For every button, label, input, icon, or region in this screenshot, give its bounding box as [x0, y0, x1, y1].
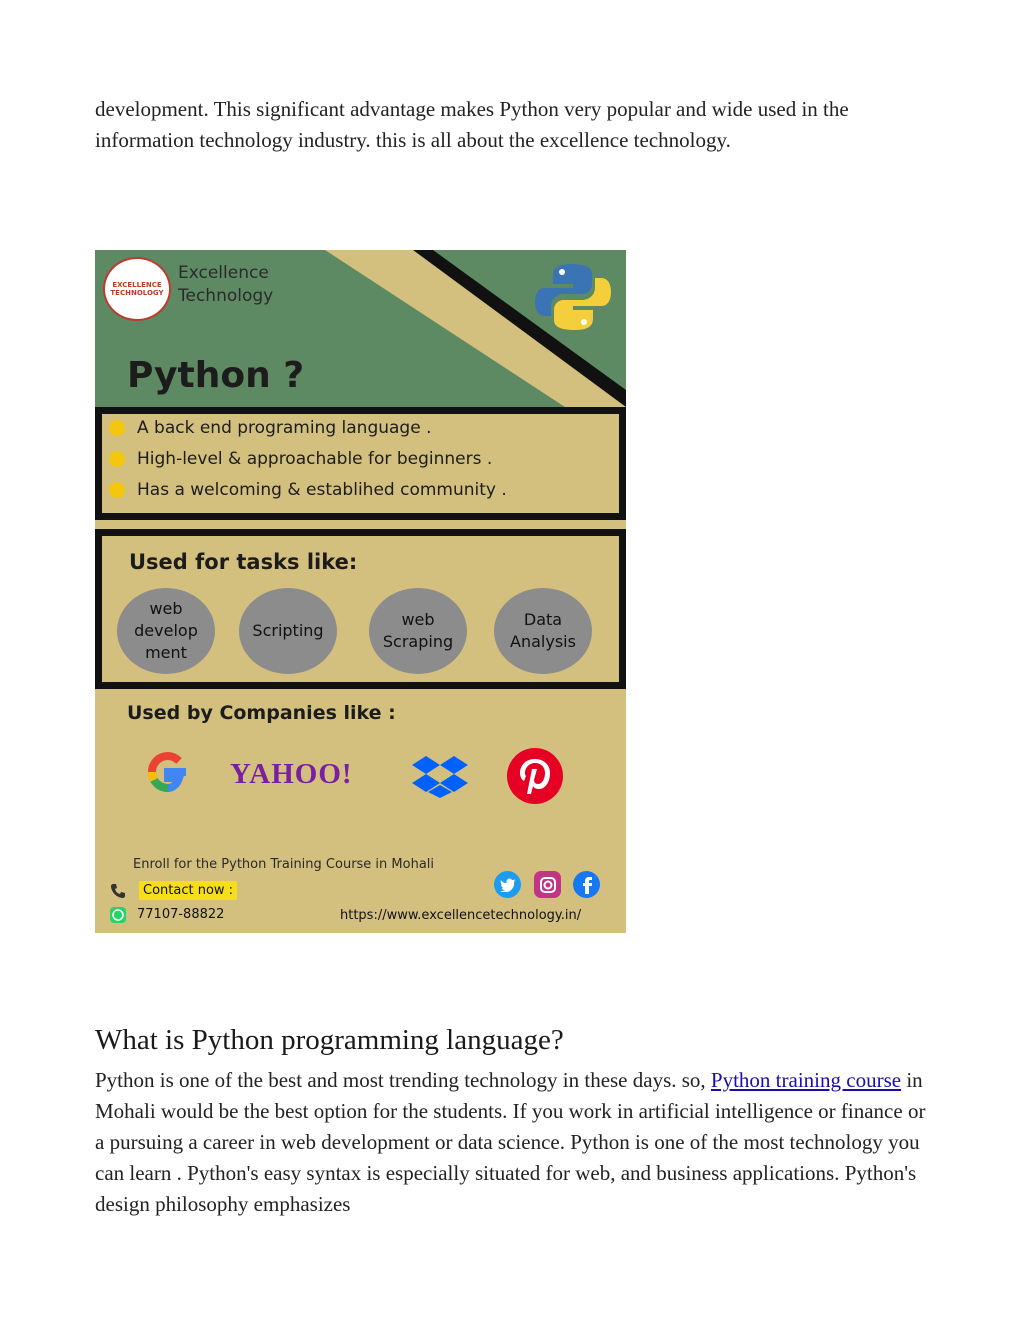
bullet-dot-icon: [109, 482, 125, 498]
enroll-text: Enroll for the Python Training Course in Mohali: [133, 857, 435, 872]
dropbox-logo-icon: [412, 754, 468, 798]
body-paragraph: [95, 1065, 935, 1220]
brand-line-2: Technology: [178, 286, 274, 306]
google-logo-icon: [142, 746, 194, 798]
feature-bullet: [109, 448, 492, 470]
brand-name: [178, 262, 273, 308]
companies-title: Used by Companies like :: [127, 702, 396, 724]
feature-text: A back end programing language .: [137, 418, 432, 438]
poster-title: Python ?: [127, 355, 305, 396]
feature-bullet: [109, 417, 431, 439]
body-text-start: Python is one of the best and most trending technology in these days. so,: [95, 1068, 711, 1092]
feature-text: High-level & approachable for beginners .: [137, 449, 493, 469]
yahoo-logo: YAHOO!: [230, 758, 353, 790]
instagram-icon: [534, 871, 561, 898]
section-heading: What is Python programming language?: [95, 1024, 564, 1056]
excellence-logo: [103, 257, 171, 321]
contact-label: Contact now :: [139, 881, 237, 900]
python-logo-icon: [535, 262, 611, 332]
website-url: https://www.excellencetechnology.in/: [340, 908, 582, 923]
feature-bullet: [109, 479, 507, 501]
intro-paragraph: development. This significant advantage makes Python very popular and wide used in the information technology industry. this is all about the excellence technology.: [95, 97, 849, 152]
task-circle: Scripting: [239, 588, 337, 674]
logo-text: EXCELLENCE TECHNOLOGY: [110, 281, 164, 297]
bullet-dot-icon: [109, 451, 125, 467]
pinterest-logo-icon: [505, 747, 565, 805]
task-circle: web develop ment: [117, 588, 215, 674]
facebook-icon: [573, 871, 600, 898]
brand-line-1: Excellence: [178, 263, 269, 283]
python-infographic: [95, 250, 626, 933]
whatsapp-icon: [109, 906, 127, 924]
feature-text: Has a welcoming & establihed community .: [137, 480, 507, 500]
phone-icon: [109, 882, 127, 900]
tasks-title: Used for tasks like:: [129, 550, 358, 574]
task-circle: Data Analysis: [494, 588, 592, 674]
bullet-dot-icon: [109, 420, 125, 436]
python-training-course-link[interactable]: Python training course: [710, 1068, 902, 1092]
body-text-end: in Mohali would be the best option for the students. If you work in artificial intelligence or finance or a pursuing a career in web development or data science. Python is one of the most technology you can learn . Python's easy syntax is especially situated for web, and business applications. Python's design philosophy emphasizes: [95, 1068, 926, 1216]
phone-number: 77107-88822: [137, 907, 225, 922]
task-circle: web Scraping: [369, 588, 467, 674]
twitter-icon: [494, 871, 521, 898]
